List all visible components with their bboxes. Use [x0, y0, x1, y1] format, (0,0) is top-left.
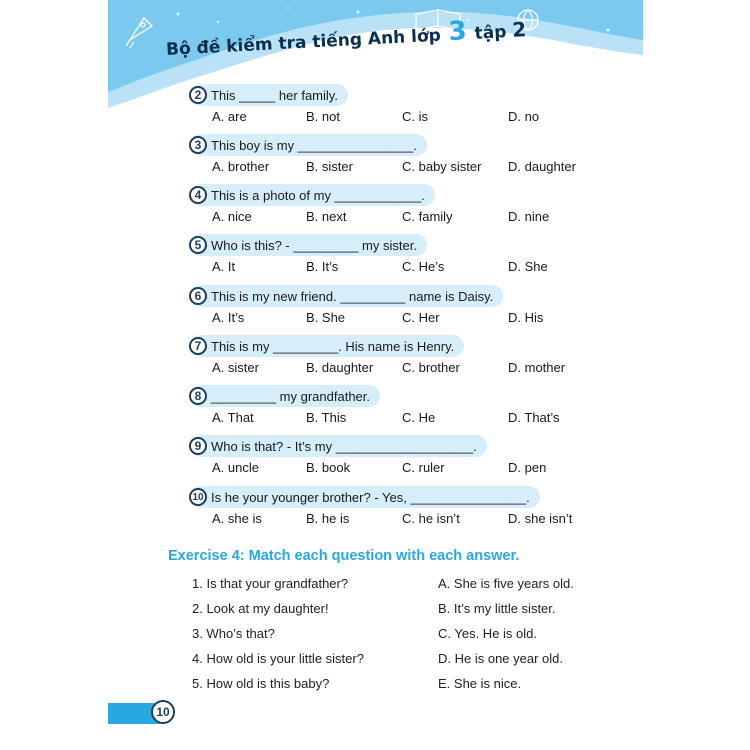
question-text: This _____ her family.	[211, 87, 338, 103]
match-question: 2. Look at my daughter!	[192, 601, 329, 616]
question-pill	[190, 385, 380, 407]
question-pill	[190, 435, 487, 457]
title-prefix: Bộ đề kiểm tra tiếng Anh lớp	[165, 25, 442, 60]
option-c[interactable]: C. He	[402, 410, 436, 425]
question-number: 5	[189, 236, 207, 254]
option-a[interactable]: A. sister	[212, 360, 259, 375]
match-answer: C. Yes. He is old.	[438, 626, 537, 641]
option-b[interactable]: B. It’s	[306, 259, 339, 274]
title-volume: 2	[511, 17, 527, 42]
question-text: Is he your younger brother? - Yes, ________________.	[211, 489, 530, 505]
page-number: 10	[151, 700, 175, 724]
option-c[interactable]: C. is	[402, 109, 428, 124]
question-text: Who is this? - _________ my sister.	[211, 237, 417, 253]
question-number: 3	[189, 136, 207, 154]
match-answer: B. It’s my little sister.	[438, 601, 556, 616]
option-b[interactable]: B. next	[306, 209, 347, 224]
workbook-page	[108, 0, 643, 750]
option-c[interactable]: C. brother	[402, 360, 460, 375]
match-question: 1. Is that your grandfather?	[192, 576, 349, 591]
question-pill	[190, 184, 435, 206]
match-answer: E. She is nice.	[438, 676, 522, 691]
option-a[interactable]: A. That	[212, 410, 254, 425]
option-a[interactable]: A. brother	[212, 159, 270, 174]
question-text: _________ my grandfather.	[211, 388, 371, 404]
question-text: Who is that? - It’s my ___________________.	[211, 438, 477, 454]
option-a[interactable]: A. she is	[212, 511, 262, 526]
option-d[interactable]: D. daughter	[508, 159, 576, 174]
option-c[interactable]: C. he isn’t	[402, 511, 460, 526]
question-text: This is a photo of my ____________.	[211, 187, 425, 203]
question-number: 6	[189, 287, 207, 305]
match-answer: D. He is one year old.	[438, 651, 564, 666]
title-grade: 3	[447, 16, 468, 48]
match-question: 3. Who’s that?	[192, 626, 275, 641]
option-b[interactable]: B. book	[306, 460, 351, 475]
question-text: This is my new friend. _________ name is Daisy.	[211, 288, 494, 304]
option-d[interactable]: D. mother	[508, 360, 566, 375]
option-a[interactable]: A. are	[212, 109, 247, 124]
option-d[interactable]: D. she isn’t	[508, 511, 573, 526]
option-b[interactable]: B. he is	[306, 511, 350, 526]
match-answer: A. She is five years old.	[438, 576, 574, 591]
option-a[interactable]: A. It	[212, 259, 236, 274]
question-pill	[190, 335, 464, 357]
question-number: 10	[189, 488, 207, 506]
exercise-4-title: Exercise 4: Match each question with each answer.	[168, 548, 520, 564]
option-c[interactable]: C. baby sister	[402, 159, 482, 174]
question-pill	[190, 134, 427, 156]
option-d[interactable]: D. His	[508, 310, 544, 325]
option-c[interactable]: C. ruler	[402, 460, 445, 475]
option-b[interactable]: B. sister	[306, 159, 353, 174]
option-d[interactable]: D. nine	[508, 209, 550, 224]
option-c[interactable]: C. He’s	[402, 259, 445, 274]
option-a[interactable]: A. nice	[212, 209, 252, 224]
title-suffix: tập	[474, 22, 507, 44]
question-number: 8	[189, 387, 207, 405]
question-pill	[190, 84, 348, 106]
question-number: 9	[189, 437, 207, 455]
question-text: This is my _________. His name is Henry.	[211, 338, 455, 354]
question-number: 4	[189, 186, 207, 204]
question-pill	[190, 486, 540, 508]
option-c[interactable]: C. Her	[402, 310, 440, 325]
option-d[interactable]: D. pen	[508, 460, 547, 475]
option-b[interactable]: B. daughter	[306, 360, 374, 375]
question-pill	[190, 285, 503, 307]
question-text: This boy is my ________________.	[211, 137, 417, 153]
match-question: 5. How old is this baby?	[192, 676, 330, 691]
option-d[interactable]: D. no	[508, 109, 540, 124]
match-question: 4. How old is your little sister?	[192, 651, 364, 666]
option-d[interactable]: D. She	[508, 259, 548, 274]
question-pill	[190, 234, 427, 256]
option-b[interactable]: B. not	[306, 109, 340, 124]
option-a[interactable]: A. uncle	[212, 460, 259, 475]
question-number: 7	[189, 337, 207, 355]
option-c[interactable]: C. family	[402, 209, 453, 224]
option-b[interactable]: B. She	[306, 310, 346, 325]
option-b[interactable]: B. This	[306, 410, 347, 425]
question-number: 2	[189, 86, 207, 104]
option-d[interactable]: D. That’s	[508, 410, 560, 425]
option-a[interactable]: A. It’s	[212, 310, 245, 325]
